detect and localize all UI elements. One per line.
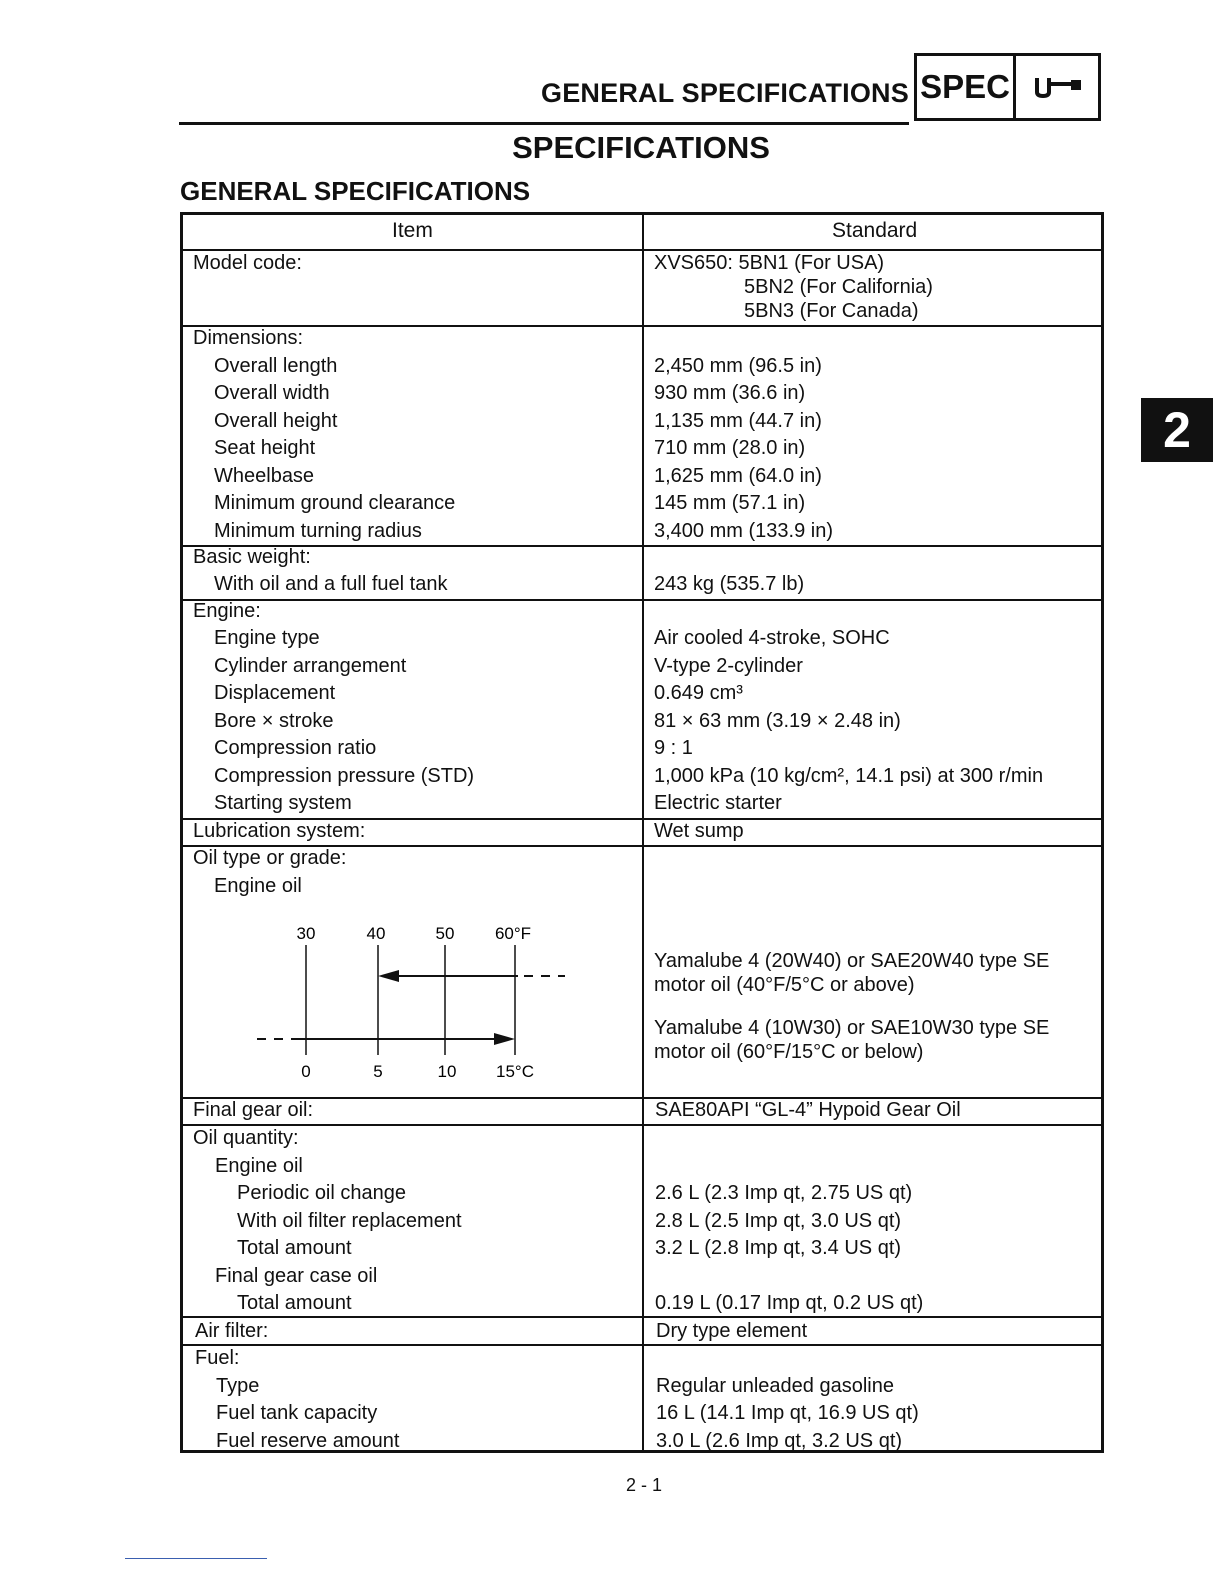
spec-item: Periodic oil change	[237, 1182, 406, 1204]
model-code-value: 5BN3 (For Canada)	[744, 300, 919, 322]
spec-value: 1,135 mm (44.7 in)	[654, 410, 822, 432]
spec-value: 3.0 L (2.6 Imp qt, 3.2 US qt)	[656, 1430, 903, 1452]
spec-badge	[914, 53, 1101, 121]
spec-value: motor oil (60°F/15°C or below)	[654, 1041, 924, 1063]
header-rule	[179, 122, 909, 125]
spec-value: Regular unleaded gasoline	[656, 1375, 894, 1397]
chapter-tab: 2	[1141, 398, 1213, 462]
row-divider	[183, 1316, 1101, 1318]
row-divider	[183, 545, 1101, 547]
fahrenheit-tick-label: 60°F	[494, 924, 532, 943]
spec-value: 2.6 L (2.3 Imp qt, 2.75 US qt)	[655, 1182, 913, 1204]
spec-item: Compression pressure (STD)	[214, 765, 475, 787]
spec-item: Engine oil	[214, 875, 302, 897]
spec-value: Yamalube 4 (10W30) or SAE10W30 type SE	[654, 1017, 1050, 1039]
row-divider	[183, 599, 1101, 601]
spec-value: 2.8 L (2.5 Imp qt, 3.0 US qt)	[655, 1210, 902, 1232]
spec-item: Total amount	[237, 1292, 352, 1314]
spec-item: Overall length	[214, 355, 338, 377]
column-divider	[642, 215, 644, 1450]
footer-line	[125, 1558, 267, 1559]
celsius-tick-label: 15°C	[496, 1062, 534, 1080]
final-gear-label: Final gear oil:	[193, 1099, 314, 1121]
section-title: GENERAL SPECIFICATIONS	[180, 176, 531, 206]
engine-label: Engine:	[193, 600, 261, 622]
spec-value: SAE80API “GL-4” Hypoid Gear Oil	[655, 1099, 961, 1121]
oil-type-label: Oil type or grade:	[193, 847, 347, 869]
spec-value: 0.19 L (0.17 Imp qt, 0.2 US qt)	[655, 1292, 924, 1314]
spec-value: 3.2 L (2.8 Imp qt, 3.4 US qt)	[655, 1237, 902, 1259]
spec-item: Starting system	[214, 792, 352, 814]
spec-table	[180, 212, 1104, 1453]
spec-value: 81 × 63 mm (3.19 × 2.48 in)	[654, 710, 901, 732]
spec-item: Seat height	[214, 437, 316, 459]
spec-value: Wet sump	[654, 820, 744, 842]
fahrenheit-tick-label: 40	[366, 924, 386, 943]
row-divider	[183, 1097, 1101, 1099]
column-header-item: Item	[392, 219, 433, 242]
spec-item: Engine oil	[215, 1155, 303, 1177]
spec-value: 710 mm (28.0 in)	[654, 437, 806, 459]
celsius-tick-label: 0	[301, 1062, 311, 1080]
spec-value: Yamalube 4 (20W40) or SAE20W40 type SE	[654, 950, 1050, 972]
model-code-label: Model code:	[193, 252, 302, 274]
spec-value: 9 : 1	[654, 737, 693, 759]
spec-item: Engine type	[214, 627, 320, 649]
spec-value: 145 mm (57.1 in)	[654, 492, 806, 514]
spec-value: 2,450 mm (96.5 in)	[654, 355, 822, 377]
spec-item: Type	[216, 1375, 260, 1397]
spec-badge-label: SPEC	[917, 56, 1016, 118]
celsius-tick-label: 10	[437, 1062, 457, 1080]
spec-item: Fuel tank capacity	[216, 1402, 378, 1424]
air-filter-label: Air filter:	[195, 1320, 269, 1342]
lubrication-label: Lubrication system:	[193, 820, 366, 842]
header-title: GENERAL SPECIFICATIONS	[541, 78, 909, 108]
dimensions-label: Dimensions:	[193, 327, 304, 349]
spec-value: V-type 2-cylinder	[654, 655, 803, 677]
column-header-standard: Standard	[832, 219, 918, 242]
row-divider	[183, 1344, 1101, 1346]
spec-item: Bore × stroke	[214, 710, 334, 732]
page-number: 2 - 1	[626, 1475, 663, 1495]
spec-item: Fuel reserve amount	[216, 1430, 400, 1452]
wrench-icon	[1016, 56, 1098, 118]
spec-value: Dry type element	[656, 1320, 808, 1342]
spec-item: Minimum turning radius	[214, 520, 422, 542]
spec-item: Compression ratio	[214, 737, 377, 759]
page-title: SPECIFICATIONS	[512, 130, 770, 165]
model-code-value: 5BN2 (For California)	[744, 276, 933, 298]
arrow-head-left-icon	[378, 970, 399, 982]
spec-value: motor oil (40°F/5°C or above)	[654, 974, 915, 996]
row-divider	[183, 325, 1101, 327]
celsius-tick-label: 5	[373, 1062, 383, 1080]
spec-item: Total amount	[237, 1237, 352, 1259]
spec-value: 3,400 mm (133.9 in)	[654, 520, 833, 542]
spec-value: 0.649 cm³	[654, 682, 743, 704]
spec-item: Minimum ground clearance	[214, 492, 456, 514]
spec-item: Displacement	[214, 682, 336, 704]
row-divider	[183, 1124, 1101, 1126]
row-divider	[183, 249, 1101, 251]
oil-quantity-label: Oil quantity:	[193, 1127, 299, 1149]
spec-item: Overall height	[214, 410, 338, 432]
spec-value: 243 kg (535.7 lb)	[654, 573, 805, 595]
spec-item: With oil filter replacement	[237, 1210, 462, 1232]
spec-value: Electric starter	[654, 792, 782, 814]
model-code-value: XVS650: 5BN1 (For USA)	[654, 252, 885, 274]
spec-value: 16 L (14.1 Imp qt, 16.9 US qt)	[656, 1402, 919, 1424]
fuel-label: Fuel:	[195, 1347, 240, 1369]
spec-value: 1,000 kPa (10 kg/cm², 14.1 psi) at 300 r/min	[654, 765, 1044, 787]
spec-item: Final gear case oil	[215, 1265, 378, 1287]
spec-value: 1,625 mm (64.0 in)	[654, 465, 822, 487]
spec-value: Air cooled 4-stroke, SOHC	[654, 627, 890, 649]
spec-value: 930 mm (36.6 in)	[654, 382, 806, 404]
oil-temperature-diagram	[243, 915, 583, 1080]
spec-item: With oil and a full fuel tank	[214, 573, 448, 595]
fahrenheit-tick-label: 30	[296, 924, 316, 943]
weight-label: Basic weight:	[193, 546, 311, 568]
fahrenheit-tick-label: 50	[435, 924, 455, 943]
arrow-head-right-icon	[494, 1033, 515, 1045]
spec-item: Wheelbase	[214, 465, 315, 487]
spec-item: Cylinder arrangement	[214, 655, 407, 677]
spec-item: Overall width	[214, 382, 330, 404]
